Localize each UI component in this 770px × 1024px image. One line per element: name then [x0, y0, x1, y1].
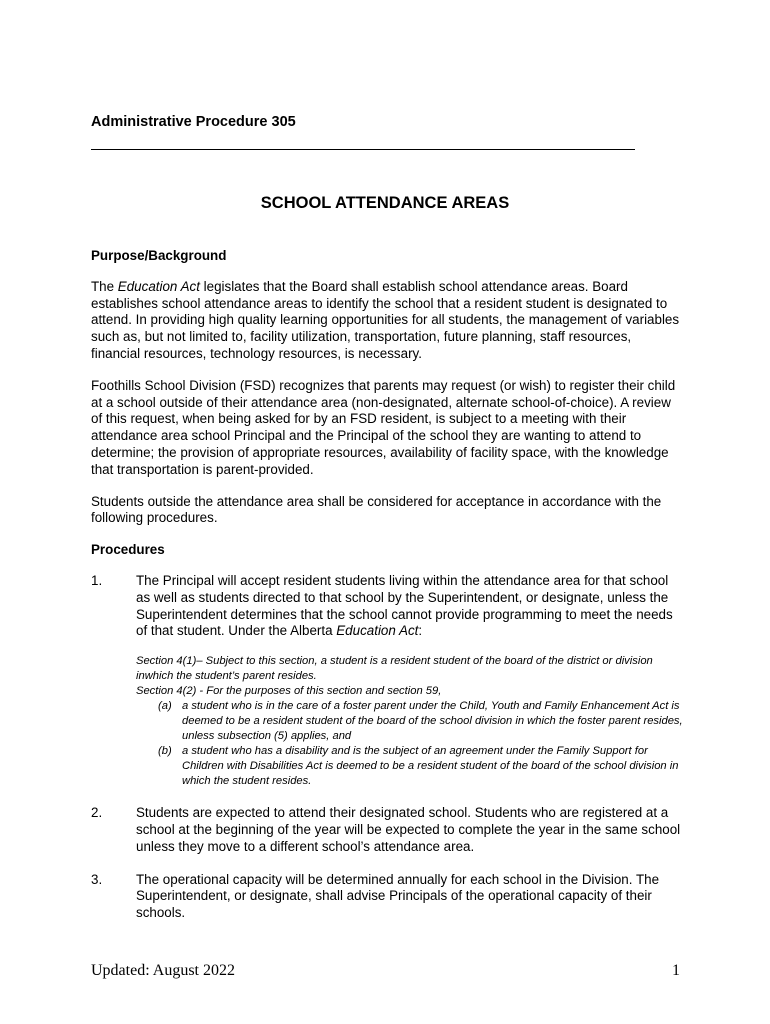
item-2-text: Students are expected to attend their designated school. Students who are registered at a school at the beginning of the year will be expected to complete the year in the same school unless they move to a different school’s attendance area.	[136, 805, 681, 854]
quote-section-4-2: Section 4(2) - For the purposes of this section and section 59,	[136, 685, 442, 698]
quote-sub-b	[136, 744, 683, 789]
procedure-header: Administrative Procedure 305	[91, 114, 296, 130]
document-body	[91, 248, 683, 938]
education-act-reference: Education Act	[117, 278, 200, 294]
purpose-p1-text: legislates that the Board shall establish school attendance areas. Board establishes school attendance areas to identify the school that a resident student is designated to attend. In providing high quality learning opportunities for all students, the management of variables such as, but not limited to, facility utilization, transportation, future planning, staff resources, financial resources, technology resources, is necessary.	[91, 278, 680, 361]
procedure-item-3	[91, 872, 683, 922]
purpose-paragraph-1	[91, 279, 683, 363]
legislation-quote	[136, 654, 683, 789]
sub-b-label: (b)	[158, 745, 172, 758]
item-1-text-prefix: The Principal will accept resident students living within the attendance area for that school as well as students directed to that school by the Superintendent, or designate, unless the Superintendent determines that the school cannot provide programming to meet the needs of that student. Under the Alberta	[136, 572, 673, 639]
quote-sub-a	[136, 699, 683, 744]
item-1-education-act: Education Act	[336, 623, 419, 639]
item-number: 1.	[91, 572, 103, 588]
sub-b-text: a student who has a disability and is the subject of an agreement under the Family Support for Children with Disabilities Act is deemed to be a resident student of the board of the school division in which the student resides.	[182, 745, 679, 788]
sub-a-text: a student who is in the care of a foster parent under the Child, Youth and Family Enhancement Act is deemed to be a resident student of the board of the school division in which the foster parent resides, unless subsection (5) applies, and	[182, 700, 683, 743]
item-body	[136, 573, 683, 789]
item-number: 2.	[91, 805, 103, 821]
purpose-p1-prefix: The	[91, 278, 118, 294]
item-3-text: The operational capacity will be determined annually for each school in the Division. The Superintendent, or designate, shall advise Principals of the operational capacity of their schools.	[136, 871, 660, 921]
item-1-text-suffix: :	[418, 623, 423, 639]
purpose-paragraph-2: Foothills School Division (FSD) recognizes that parents may request (or wish) to register their child at a school outside of their attendance area (non-designated, alternate school-of-choice). A review of this request, when being asked for by an FSD resident, is subject to a meeting with their attendance area school Principal and the Principal of the school they are wanting to attend to determine; the provision of appropriate resources, availability of facility space, with the knowledge that transportation is parent-provided.	[91, 377, 676, 477]
procedure-item-1	[91, 573, 683, 789]
document-title: SCHOOL ATTENDANCE AREAS	[260, 194, 510, 212]
procedure-item-2	[91, 805, 683, 855]
procedures-heading: Procedures	[91, 542, 165, 558]
purpose-paragraph-3: Students outside the attendance area shall be considered for acceptance in accordance with the following procedures.	[91, 493, 662, 526]
quote-section-4-1: Section 4(1)– Subject to this section, a student is a resident student of the board of the district or division inwhich the student’s parent resides.	[136, 655, 653, 683]
header-divider	[91, 149, 635, 150]
item-number: 3.	[91, 871, 103, 887]
purpose-heading: Purpose/Background	[91, 248, 227, 263]
page-number: 1	[672, 962, 680, 979]
sub-a-label: (a)	[158, 700, 172, 713]
item-1-text	[136, 573, 683, 640]
updated-date: Updated: August 2022	[91, 962, 235, 979]
